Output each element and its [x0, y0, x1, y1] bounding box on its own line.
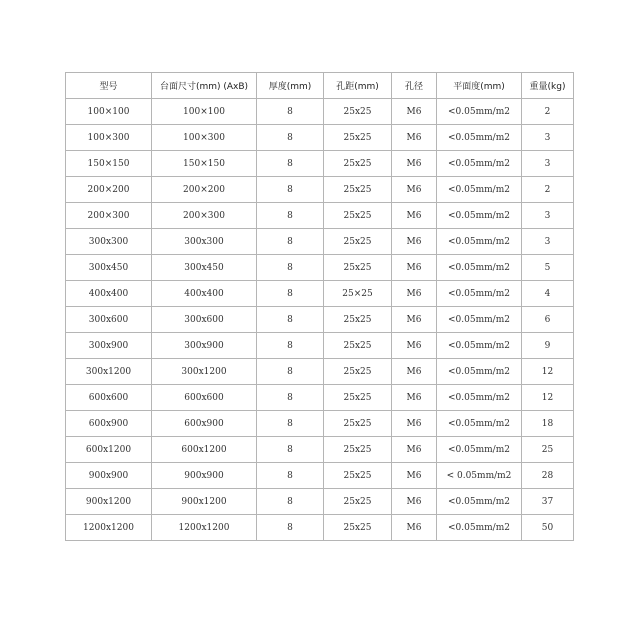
cell-model: 200×200 — [66, 177, 152, 203]
cell-hole-diameter: M6 — [392, 463, 437, 489]
header-table-size: 台面尺寸(mm) (AxB) — [152, 73, 257, 99]
table-row — [66, 281, 574, 307]
cell-thickness: 8 — [257, 307, 324, 333]
cell-hole-spacing: 25x25 — [324, 359, 392, 385]
cell-flatness: <0.05mm/m2 — [437, 359, 522, 385]
cell-flatness: <0.05mm/m2 — [437, 411, 522, 437]
table-row — [66, 437, 574, 463]
cell-thickness: 8 — [257, 177, 324, 203]
cell-hole-spacing: 25x25 — [324, 255, 392, 281]
cell-table-size: 300x300 — [152, 229, 257, 255]
cell-model: 150×150 — [66, 151, 152, 177]
table-row — [66, 99, 574, 125]
cell-weight: 3 — [522, 203, 574, 229]
cell-model: 1200x1200 — [66, 515, 152, 541]
cell-thickness: 8 — [257, 203, 324, 229]
header-flatness: 平面度(mm) — [437, 73, 522, 99]
cell-table-size: 300x900 — [152, 333, 257, 359]
cell-flatness: <0.05mm/m2 — [437, 281, 522, 307]
cell-hole-spacing: 25×25 — [324, 281, 392, 307]
cell-weight: 18 — [522, 411, 574, 437]
cell-hole-diameter: M6 — [392, 333, 437, 359]
table-row — [66, 203, 574, 229]
table-row — [66, 359, 574, 385]
cell-hole-diameter: M6 — [392, 281, 437, 307]
header-hole-diameter: 孔径 — [392, 73, 437, 99]
cell-weight: 3 — [522, 229, 574, 255]
cell-model: 300x300 — [66, 229, 152, 255]
cell-hole-diameter: M6 — [392, 437, 437, 463]
cell-flatness: <0.05mm/m2 — [437, 203, 522, 229]
cell-weight: 3 — [522, 151, 574, 177]
cell-weight: 12 — [522, 359, 574, 385]
cell-thickness: 8 — [257, 99, 324, 125]
table-row — [66, 463, 574, 489]
cell-weight: 25 — [522, 437, 574, 463]
cell-model: 200×300 — [66, 203, 152, 229]
cell-hole-diameter: M6 — [392, 411, 437, 437]
cell-weight: 2 — [522, 177, 574, 203]
cell-model: 400x400 — [66, 281, 152, 307]
table-row — [66, 255, 574, 281]
cell-hole-diameter: M6 — [392, 203, 437, 229]
table-row — [66, 333, 574, 359]
header-weight: 重量(kg) — [522, 73, 574, 99]
cell-weight: 37 — [522, 489, 574, 515]
cell-hole-spacing: 25x25 — [324, 515, 392, 541]
cell-flatness: <0.05mm/m2 — [437, 229, 522, 255]
header-thickness: 厚度(mm) — [257, 73, 324, 99]
cell-weight: 2 — [522, 99, 574, 125]
cell-flatness: <0.05mm/m2 — [437, 307, 522, 333]
cell-hole-diameter: M6 — [392, 229, 437, 255]
cell-weight: 50 — [522, 515, 574, 541]
cell-table-size: 300x600 — [152, 307, 257, 333]
cell-flatness: <0.05mm/m2 — [437, 255, 522, 281]
cell-weight: 5 — [522, 255, 574, 281]
header-row — [66, 73, 574, 99]
cell-hole-spacing: 25x25 — [324, 203, 392, 229]
table-row — [66, 307, 574, 333]
cell-hole-spacing: 25x25 — [324, 151, 392, 177]
table-row — [66, 385, 574, 411]
cell-table-size: 300x1200 — [152, 359, 257, 385]
cell-weight: 9 — [522, 333, 574, 359]
table-row — [66, 229, 574, 255]
header-hole-spacing: 孔距(mm) — [324, 73, 392, 99]
cell-model: 100×100 — [66, 99, 152, 125]
cell-thickness: 8 — [257, 411, 324, 437]
cell-weight: 3 — [522, 125, 574, 151]
cell-hole-spacing: 25x25 — [324, 99, 392, 125]
cell-flatness: < 0.05mm/m2 — [437, 463, 522, 489]
cell-flatness: <0.05mm/m2 — [437, 177, 522, 203]
cell-model: 900x1200 — [66, 489, 152, 515]
table-row — [66, 177, 574, 203]
cell-flatness: <0.05mm/m2 — [437, 385, 522, 411]
cell-hole-diameter: M6 — [392, 177, 437, 203]
cell-model: 600x1200 — [66, 437, 152, 463]
cell-table-size: 600x1200 — [152, 437, 257, 463]
cell-hole-spacing: 25x25 — [324, 177, 392, 203]
cell-thickness: 8 — [257, 359, 324, 385]
cell-model: 600x900 — [66, 411, 152, 437]
table-row — [66, 125, 574, 151]
cell-flatness: <0.05mm/m2 — [437, 489, 522, 515]
cell-hole-spacing: 25x25 — [324, 463, 392, 489]
cell-hole-diameter: M6 — [392, 255, 437, 281]
cell-flatness: <0.05mm/m2 — [437, 333, 522, 359]
cell-table-size: 600x600 — [152, 385, 257, 411]
cell-hole-diameter: M6 — [392, 125, 437, 151]
cell-hole-spacing: 25x25 — [324, 385, 392, 411]
cell-model: 300x450 — [66, 255, 152, 281]
cell-flatness: <0.05mm/m2 — [437, 151, 522, 177]
cell-thickness: 8 — [257, 125, 324, 151]
cell-hole-spacing: 25x25 — [324, 307, 392, 333]
cell-table-size: 200×200 — [152, 177, 257, 203]
cell-table-size: 900x900 — [152, 463, 257, 489]
cell-table-size: 600x900 — [152, 411, 257, 437]
table-row — [66, 151, 574, 177]
cell-model: 600x600 — [66, 385, 152, 411]
cell-table-size: 200×300 — [152, 203, 257, 229]
cell-table-size: 100×300 — [152, 125, 257, 151]
cell-thickness: 8 — [257, 333, 324, 359]
cell-flatness: <0.05mm/m2 — [437, 99, 522, 125]
cell-weight: 12 — [522, 385, 574, 411]
cell-hole-spacing: 25x25 — [324, 437, 392, 463]
cell-flatness: <0.05mm/m2 — [437, 515, 522, 541]
cell-hole-spacing: 25x25 — [324, 489, 392, 515]
cell-thickness: 8 — [257, 255, 324, 281]
cell-thickness: 8 — [257, 489, 324, 515]
table-row — [66, 411, 574, 437]
cell-thickness: 8 — [257, 151, 324, 177]
cell-weight: 6 — [522, 307, 574, 333]
table-row — [66, 489, 574, 515]
cell-hole-spacing: 25x25 — [324, 411, 392, 437]
cell-weight: 28 — [522, 463, 574, 489]
cell-hole-diameter: M6 — [392, 489, 437, 515]
spec-table — [65, 72, 574, 541]
cell-hole-diameter: M6 — [392, 515, 437, 541]
cell-hole-spacing: 25x25 — [324, 229, 392, 255]
cell-weight: 4 — [522, 281, 574, 307]
cell-flatness: <0.05mm/m2 — [437, 437, 522, 463]
cell-hole-diameter: M6 — [392, 151, 437, 177]
cell-thickness: 8 — [257, 281, 324, 307]
cell-thickness: 8 — [257, 437, 324, 463]
cell-hole-diameter: M6 — [392, 99, 437, 125]
table-header — [66, 73, 574, 99]
cell-flatness: <0.05mm/m2 — [437, 125, 522, 151]
cell-table-size: 1200x1200 — [152, 515, 257, 541]
cell-model: 100×300 — [66, 125, 152, 151]
cell-thickness: 8 — [257, 515, 324, 541]
cell-hole-diameter: M6 — [392, 359, 437, 385]
table-body — [66, 99, 574, 541]
table-row — [66, 515, 574, 541]
cell-hole-spacing: 25x25 — [324, 125, 392, 151]
cell-table-size: 150×150 — [152, 151, 257, 177]
cell-table-size: 300x450 — [152, 255, 257, 281]
cell-hole-diameter: M6 — [392, 385, 437, 411]
cell-hole-diameter: M6 — [392, 307, 437, 333]
cell-model: 900x900 — [66, 463, 152, 489]
cell-thickness: 8 — [257, 229, 324, 255]
header-model: 型号 — [66, 73, 152, 99]
cell-model: 300x900 — [66, 333, 152, 359]
cell-thickness: 8 — [257, 463, 324, 489]
cell-table-size: 100×100 — [152, 99, 257, 125]
cell-table-size: 900x1200 — [152, 489, 257, 515]
cell-hole-spacing: 25x25 — [324, 333, 392, 359]
cell-table-size: 400x400 — [152, 281, 257, 307]
cell-thickness: 8 — [257, 385, 324, 411]
cell-model: 300x1200 — [66, 359, 152, 385]
cell-model: 300x600 — [66, 307, 152, 333]
